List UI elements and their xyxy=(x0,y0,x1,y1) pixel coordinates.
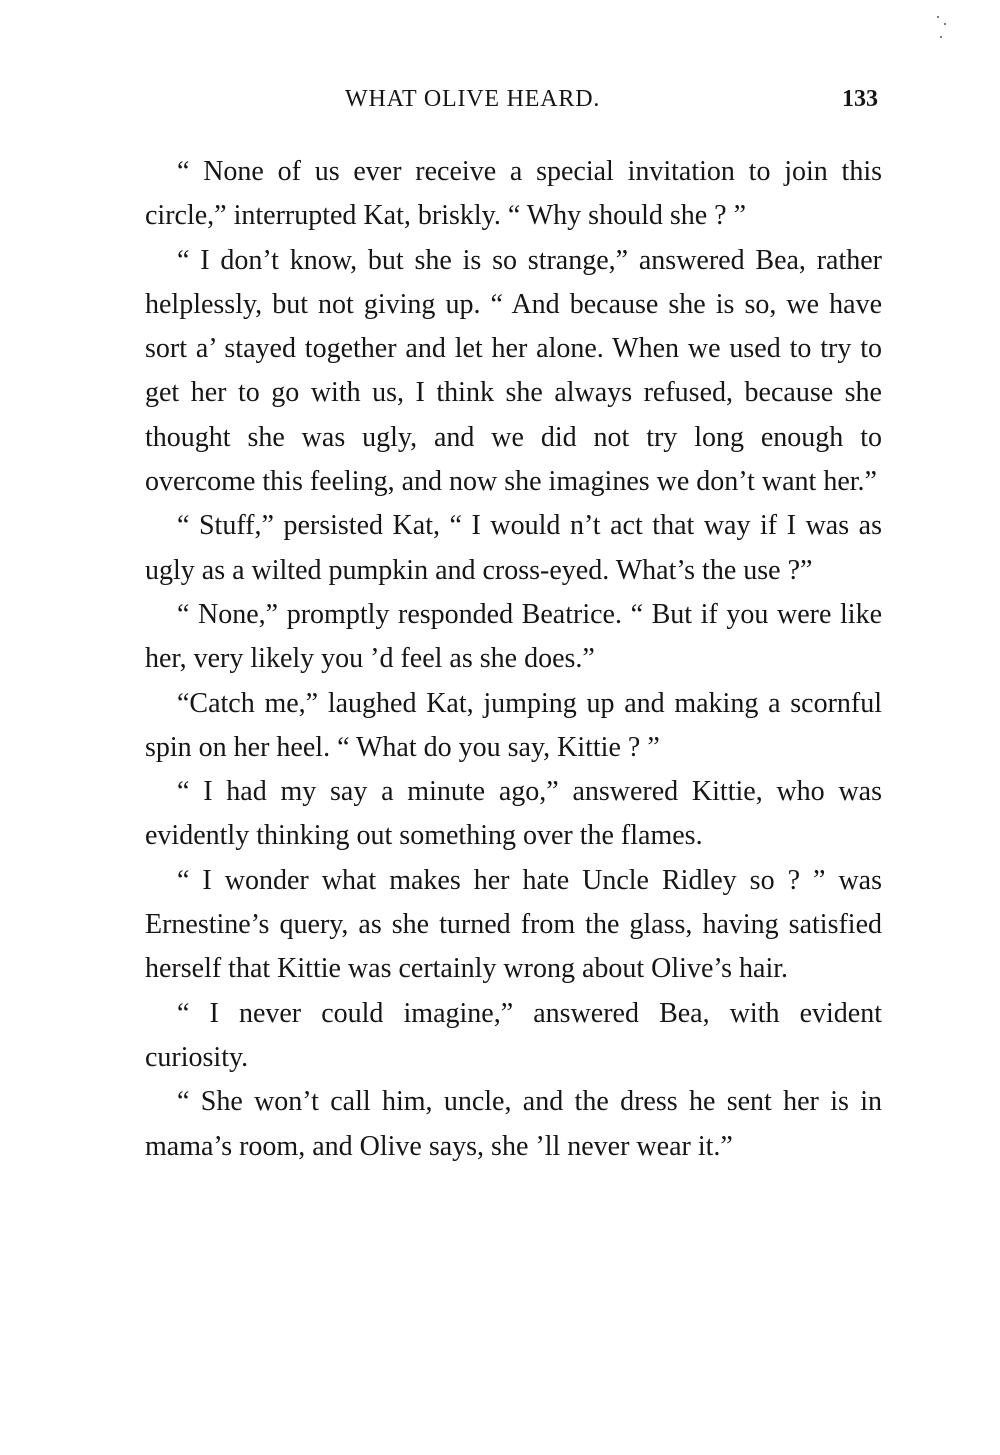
paragraph: “ None of us ever receive a special invitation to join this circle,” interrupted Kat, briskly. “ Why should she ? ” xyxy=(145,156,882,232)
paragraph: “Catch me,” laughed Kat, jumping up and making a scornful spin on her heel. “ What do you say, Kittie ? ” xyxy=(145,687,882,763)
paragraph: “ I wonder what makes her hate Uncle Ridley so ? ” was Ernestine’s query, as she turned from the glass, having satisfied herself that Kittie was certainly wrong about Olive’s hair. xyxy=(145,864,882,985)
paragraph: “ None,” promptly responded Beatrice. “ But if you were like her, very likely you ’d feel as she does.” xyxy=(145,598,882,675)
print-specks xyxy=(936,14,948,44)
paragraph: “ She won’t call him, uncle, and the dress he sent her is in mama’s room, and Olive says, she ’ll never wear it.” xyxy=(145,1086,882,1162)
body-text xyxy=(145,150,882,1169)
paragraph: “ I don’t know, but she is so strange,” answered Bea, rather helplessly, but not giving up. “ And because she is so, we have sort a’ stayed together and let her alone. When we used to try to get her to go with us, I think she always refused, because she thought she was ugly, and we did not try long enough to overcome this feeling, and now she imagines we don’t want her.” xyxy=(145,244,882,498)
page-number: 133 xyxy=(842,86,878,112)
paragraph: “ I never could imagine,” answered Bea, with evident curiosity. xyxy=(145,997,882,1073)
running-title: WHAT OLIVE HEARD. xyxy=(345,86,601,112)
paragraph: “ I had my say a minute ago,” answered Kittie, who was evidently thinking out something over the flames. xyxy=(145,776,882,852)
paragraph: “ Stuff,” persisted Kat, “ I would n’t act that way if I was as ugly as a wilted pumpkin and cross-eyed. What’s the use ?” xyxy=(145,510,882,586)
running-head xyxy=(145,86,880,122)
